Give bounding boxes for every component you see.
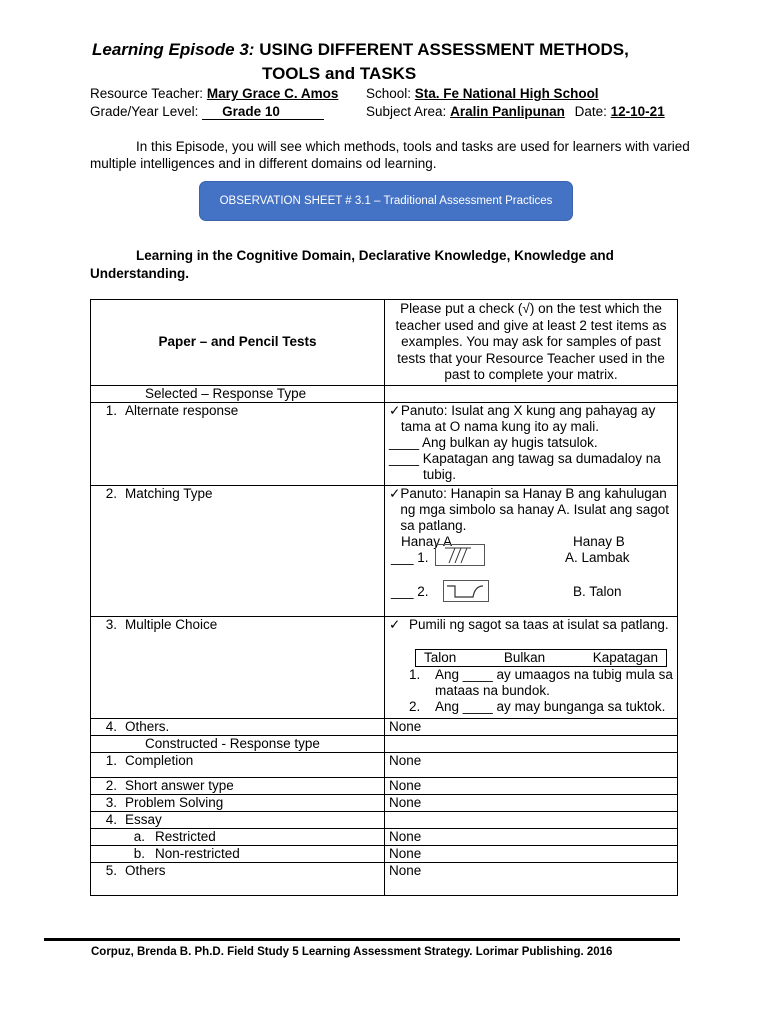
check-icon: ✓ (389, 402, 401, 418)
others-2-cell (91, 862, 385, 895)
footer-citation: Corpuz, Brenda B. Ph.D. Field Study 5 Learning Assessment Strategy. Lorimar Publishing. 2016 (91, 946, 613, 958)
match-item-1: ___ 1. (391, 549, 429, 565)
match-answer-1: A. Lambak (565, 549, 630, 565)
school-row (366, 86, 599, 101)
essay-cell (91, 811, 385, 828)
teacher-row (90, 86, 338, 101)
match-item-2: ___ 2. (391, 583, 429, 599)
date-label: Date: (574, 104, 607, 119)
intro-text: In this Episode, you will see which methods, tools and tasks are used for learners with varied multiple intelligences and in different domains od learning. (90, 139, 690, 171)
alt-response-label: Alternate response (125, 402, 239, 418)
domain-heading-text: Learning in the Cognitive Domain, Declarative Knowledge, Knowledge and Understanding. (90, 248, 614, 281)
none-value: None (385, 752, 678, 777)
table-row (91, 616, 678, 718)
others-2-label: Others (125, 862, 166, 878)
table-row (91, 828, 678, 845)
table-row (91, 485, 678, 616)
row-letter: b. (133, 845, 145, 861)
col2-header: Please put a check (√) on the test which the teacher used and give at least 2 test items as examples. You may ask for samples of past tests that your Resource Teacher used in the past to complete your matrix. (385, 300, 678, 386)
matching-instruction: Panuto: Hanapin sa Hanay B ang kahulugan ng mga simbolo sa hanay A. Isulat ang sagot sa patlang. (400, 485, 669, 533)
grade-row (90, 104, 324, 120)
mc-instruction: Pumili ng sagot sa taas at isulat sa patlang. (409, 616, 669, 632)
multiple-choice-example (385, 616, 678, 718)
title-line-1: USING DIFFERENT ASSESSMENT METHODS, (254, 40, 629, 59)
mc-choices-box (415, 649, 667, 667)
mc-choice: Talon (424, 649, 457, 665)
alt-item-1: ____ Ang bulkan ay hugis tatsulok. (389, 434, 598, 450)
row-number: 3. (105, 616, 117, 632)
constructed-type-label: Constructed - Response type (145, 735, 320, 751)
none-value: None (385, 718, 678, 735)
subject-value: Aralin Panlipunan (450, 104, 565, 119)
intro-paragraph (90, 138, 690, 172)
date-value: 12-10-21 (610, 104, 665, 119)
matching-example (385, 485, 678, 616)
table-row (91, 402, 678, 485)
row-letter: a. (133, 828, 145, 844)
row-number: 5. (105, 862, 117, 878)
empty-cell (385, 735, 678, 752)
waterfall-symbol-icon (435, 544, 485, 566)
school-label: School: (366, 86, 412, 101)
restricted-cell (91, 828, 385, 845)
episode-label: Learning Episode 3: (92, 40, 255, 59)
multiple-choice-label: Multiple Choice (125, 616, 218, 632)
mc-q1-number: 1. (409, 666, 421, 682)
row-number: 2. (105, 777, 117, 793)
multiple-choice-cell (91, 616, 385, 718)
short-answer-label: Short answer type (125, 777, 234, 793)
non-restricted-cell (91, 845, 385, 862)
table-row (91, 777, 678, 794)
subject-row (366, 104, 665, 119)
alt-item-2-cont: tubig. (423, 466, 457, 482)
table-row (91, 752, 678, 777)
school-value: Sta. Fe National High School (414, 86, 599, 101)
others-label: Others. (125, 718, 170, 734)
domain-heading (90, 247, 690, 283)
table-row (91, 735, 678, 752)
match-answer-2: B. Talon (573, 583, 622, 599)
hanay-b: Hanay B (573, 533, 625, 549)
header-row (91, 300, 678, 386)
none-value: None (385, 777, 678, 794)
matching-label: Matching Type (125, 485, 213, 501)
empty-cell (385, 385, 678, 402)
completion-label: Completion (125, 752, 194, 768)
subject-label: Subject Area: (366, 104, 447, 119)
grade-value: Grade 10 (202, 104, 324, 120)
completion-cell (91, 752, 385, 777)
essay-label: Essay (125, 811, 162, 827)
constructed-type-cell (91, 735, 385, 752)
table-row (91, 794, 678, 811)
others-cell (91, 718, 385, 735)
mc-question-1: Ang ____ ay umaagos na tubig mula sa mataas na bundok. (435, 666, 673, 698)
observation-sheet-banner: OBSERVATION SHEET # 3.1 – Traditional Assessment Practices (199, 181, 573, 221)
title-line-2: TOOLS and TASKS (262, 64, 417, 83)
matching-cell (91, 485, 385, 616)
selected-type-label: Selected – Response Type (145, 385, 307, 401)
row-number: 4. (105, 718, 117, 734)
document-title (92, 40, 629, 60)
alt-instruction: Panuto: Isulat ang X kung ang pahayag ay tama at O nama kung ito ay mali. (400, 402, 656, 434)
table-row (91, 862, 678, 895)
alt-response-cell (91, 402, 385, 485)
problem-solving-cell (91, 794, 385, 811)
col1-header: Paper – and Pencil Tests (91, 300, 385, 386)
row-number: 1. (105, 752, 117, 768)
row-number: 4. (105, 811, 117, 827)
assessment-matrix (90, 299, 678, 896)
table-row (91, 811, 678, 828)
mc-question-2: Ang ____ ay may bunganga sa tuktok. (435, 698, 666, 714)
none-value: None (385, 862, 678, 895)
mc-q2-number: 2. (409, 698, 421, 714)
mc-choice: Bulkan (503, 649, 546, 665)
teacher-label: Resource Teacher: (90, 86, 204, 101)
check-icon: ✓ (389, 485, 401, 501)
none-value: None (385, 794, 678, 811)
none-value: None (385, 845, 678, 862)
problem-solving-label: Problem Solving (125, 794, 224, 810)
selected-type-cell (91, 385, 385, 402)
table-row (91, 718, 678, 735)
mc-choice: Kapatagan (592, 649, 658, 665)
empty-cell (385, 811, 678, 828)
row-number: 3. (105, 794, 117, 810)
none-value: None (385, 828, 678, 845)
alt-item-2: ____ Kapatagan ang tawag sa dumadaloy na (389, 450, 661, 466)
table-row (91, 845, 678, 862)
hanay-a: Hanay A (401, 533, 453, 549)
non-restricted-label: Non-restricted (155, 845, 240, 861)
valley-symbol-icon (443, 580, 489, 602)
grade-label: Grade/Year Level: (90, 104, 199, 119)
row-number: 1. (105, 402, 117, 418)
restricted-label: Restricted (155, 828, 216, 844)
row-number: 2. (105, 485, 117, 501)
short-answer-cell (91, 777, 385, 794)
alt-response-example (385, 402, 678, 485)
teacher-value: Mary Grace C. Amos (206, 86, 339, 101)
footer-divider (44, 938, 680, 941)
table-row (91, 385, 678, 402)
check-icon: ✓ (389, 616, 401, 632)
